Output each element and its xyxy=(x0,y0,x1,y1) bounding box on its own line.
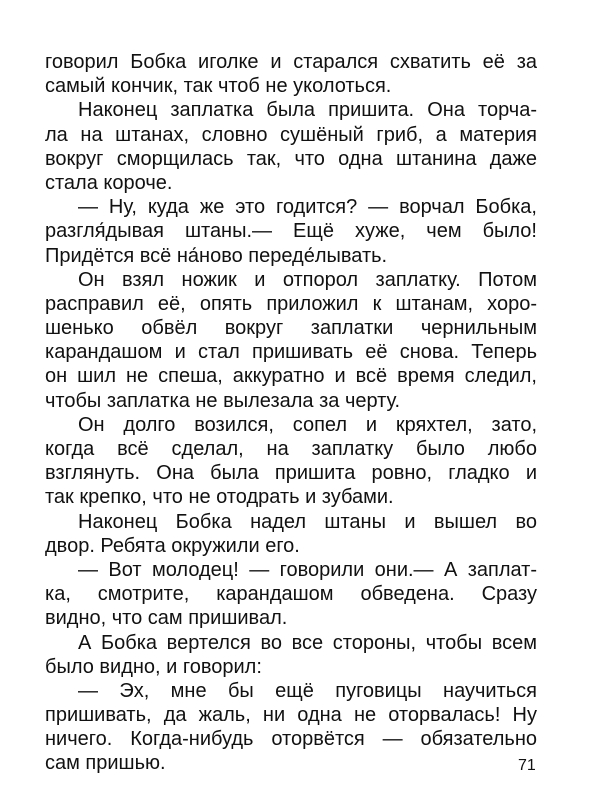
text-line: — Эх, мне бы ещё пуговицы научиться xyxy=(78,679,537,702)
text-line: так крепко, что не отодрать и зубами. xyxy=(45,486,394,509)
text-line: А Бобка вертелся во все стороны, чтобы всем xyxy=(78,631,537,654)
text-line: чтобы заплатка не вылезала за черту. xyxy=(45,389,401,412)
text-line: он шил не спеша, аккуратно и всё время следил, xyxy=(45,365,537,388)
text-line: было видно, и говорил: xyxy=(45,655,262,678)
text-line: Он взял ножик и отпорол заплатку. Потом xyxy=(78,268,537,291)
page-body xyxy=(45,50,537,776)
text-line: самый кончик, так чтоб не уколоться. xyxy=(45,75,392,98)
text-line: разгля́дывая штаны.— Ещё хуже, чем было! xyxy=(45,220,537,243)
text-line: взглянуть. Она была пришита ровно, гладко и xyxy=(45,462,537,485)
text-line: сам пришью. xyxy=(45,752,166,775)
text-line: — Вот молодец! — говорили они.— А заплат- xyxy=(78,558,537,581)
text-line: Он долго возился, сопел и кряхтел, зато, xyxy=(78,413,537,436)
text-line: пришивать, да жаль, ни одна не оторвалась! Ну xyxy=(45,704,537,727)
text-line: стала короче. xyxy=(45,171,173,194)
text-line: Придётся всё на́ново переде́лывать. xyxy=(45,244,388,267)
text-line: карандашом и стал пришивать её снова. Теперь xyxy=(45,341,537,364)
page-number: 71 xyxy=(518,757,536,774)
text-line: видно, что сам пришивал. xyxy=(45,607,288,630)
text-line: когда всё сделал, на заплатку было любо xyxy=(45,438,537,460)
text-line: ла на штанах, словно сушёный гриб, а материя xyxy=(45,123,537,146)
text-line: расправил её, опять приложил к штанам, хоро- xyxy=(45,292,537,315)
text-line: Наконец заплатка была пришита. Она торча- xyxy=(78,99,537,122)
text-line: ка, смотрите, карандашом обведена. Сразу xyxy=(45,583,537,606)
text-line: — Ну, куда же это годится? — ворчал Бобка, xyxy=(78,196,537,219)
text-line: вокруг сморщилась так, что одна штанина даже xyxy=(45,147,537,170)
text-line: Наконец Бобка надел штаны и вышел во xyxy=(78,510,537,533)
text-line: ничего. Когда-нибудь оторвётся — обязательно xyxy=(45,728,537,751)
text-line: двор. Ребята окружили его. xyxy=(45,534,300,557)
text-line: говорил Бобка иголке и старался схватить её за xyxy=(45,51,537,73)
text-line: шенько обвёл вокруг заплатки чернильным xyxy=(45,317,537,340)
